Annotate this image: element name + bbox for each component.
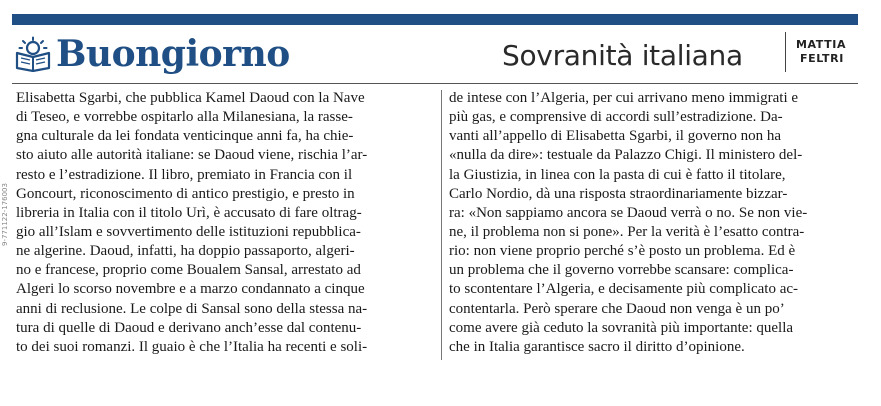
column-header bbox=[12, 30, 858, 82]
text-line: Goncourt, riconoscimento di antico prestigio, e presto in bbox=[16, 185, 355, 202]
header-rule bbox=[12, 83, 858, 84]
edge-barcode-text: 9-771122-176003 bbox=[1, 183, 9, 246]
article-column-left bbox=[16, 89, 436, 357]
author-byline bbox=[796, 38, 856, 66]
text-line: contentarla. Però sperare che Daoud non venga è un po’ bbox=[449, 300, 785, 317]
text-line: to dei suoi romanzi. Il guaio è che l’Italia ha recenti e soli- bbox=[16, 338, 368, 355]
text-line: resto e l’estradizione. Il libro, premiato in Francia con il bbox=[16, 166, 353, 183]
author-last-name: FELTRI bbox=[800, 52, 844, 65]
column-separator bbox=[441, 90, 442, 360]
text-line: di Teseo, e vorrebbe ospitarlo alla Milanesiana, la rasse- bbox=[16, 109, 353, 126]
text-line: «nulla da dire»: testuale da Palazzo Chigi. Il ministero del- bbox=[449, 147, 803, 164]
author-first-name: MATTIA bbox=[796, 38, 847, 51]
header-divider bbox=[785, 32, 786, 72]
text-line: un problema che il governo vorrebbe scansare: complica- bbox=[449, 262, 794, 279]
text-line: Carlo Nordio, dà una risposta straordinariamente bizzar- bbox=[449, 185, 788, 202]
top-color-band bbox=[12, 14, 858, 25]
text-line: gna culturale da lei fondata venticinque anni fa, ha chie- bbox=[16, 128, 354, 145]
text-line: de intese con l’Algeria, per cui arrivano meno immigrati e bbox=[449, 90, 799, 106]
text-line: to scontentare l’Algeria, e decisamente più complicato ac- bbox=[449, 281, 799, 298]
text-line: sto aiuto alle autorità italiane: se Daoud viene, rischia l’ar- bbox=[16, 147, 368, 164]
text-line: che in Italia garantisce sacro il diritto d’opinione. bbox=[449, 338, 745, 355]
text-line: gio all’Islam e sovvertimento delle istituzioni repubblica- bbox=[16, 223, 361, 240]
text-line: libreria in Italia con il titolo Urì, è accusato di fare oltrag- bbox=[16, 204, 362, 221]
text-line: Algeri lo scorso novembre e a marzo condannato a cinque bbox=[16, 281, 365, 298]
text-line: la Giustizia, in linea con la pasta di cui è fatto il titolare, bbox=[449, 166, 786, 183]
text-line: vanti all’appello di Elisabetta Sgarbi, il governo non ha bbox=[449, 128, 781, 145]
text-line: ra: «Non sappiamo ancora se Daoud verrà o no. Se non vie- bbox=[449, 204, 808, 221]
text-line: anni di reclusione. Le colpe di Sansal sono della stessa na- bbox=[16, 300, 368, 317]
text-line: ne, il problema non si pone». Per la verità è l’esatto contra- bbox=[449, 223, 805, 240]
text-line: più gas, e comprensive di accordi sull’estradizione. Da- bbox=[449, 109, 783, 126]
text-line: rio: non viene proprio perché s’è posto un problema. Ed è bbox=[449, 243, 796, 260]
text-line: Elisabetta Sgarbi, che pubblica Kamel Daoud con la Nave bbox=[16, 90, 365, 106]
text-line: no e francese, proprio come Boualem Sansal, arrestato ad bbox=[16, 262, 361, 279]
article-column-right bbox=[449, 89, 859, 357]
column-name: Buongiorno bbox=[56, 33, 290, 75]
text-line: tura di quelle di Daoud e derivano anch’esse dal contenu- bbox=[16, 319, 362, 336]
text-line: ne algerine. Daoud, infatti, ha doppio passaporto, algeri- bbox=[16, 243, 355, 260]
text-line: come avere già ceduto la sovranità più importante: quella bbox=[449, 319, 794, 336]
article-title: Sovranità italiana bbox=[502, 39, 743, 72]
newspaper-icon bbox=[14, 36, 52, 72]
